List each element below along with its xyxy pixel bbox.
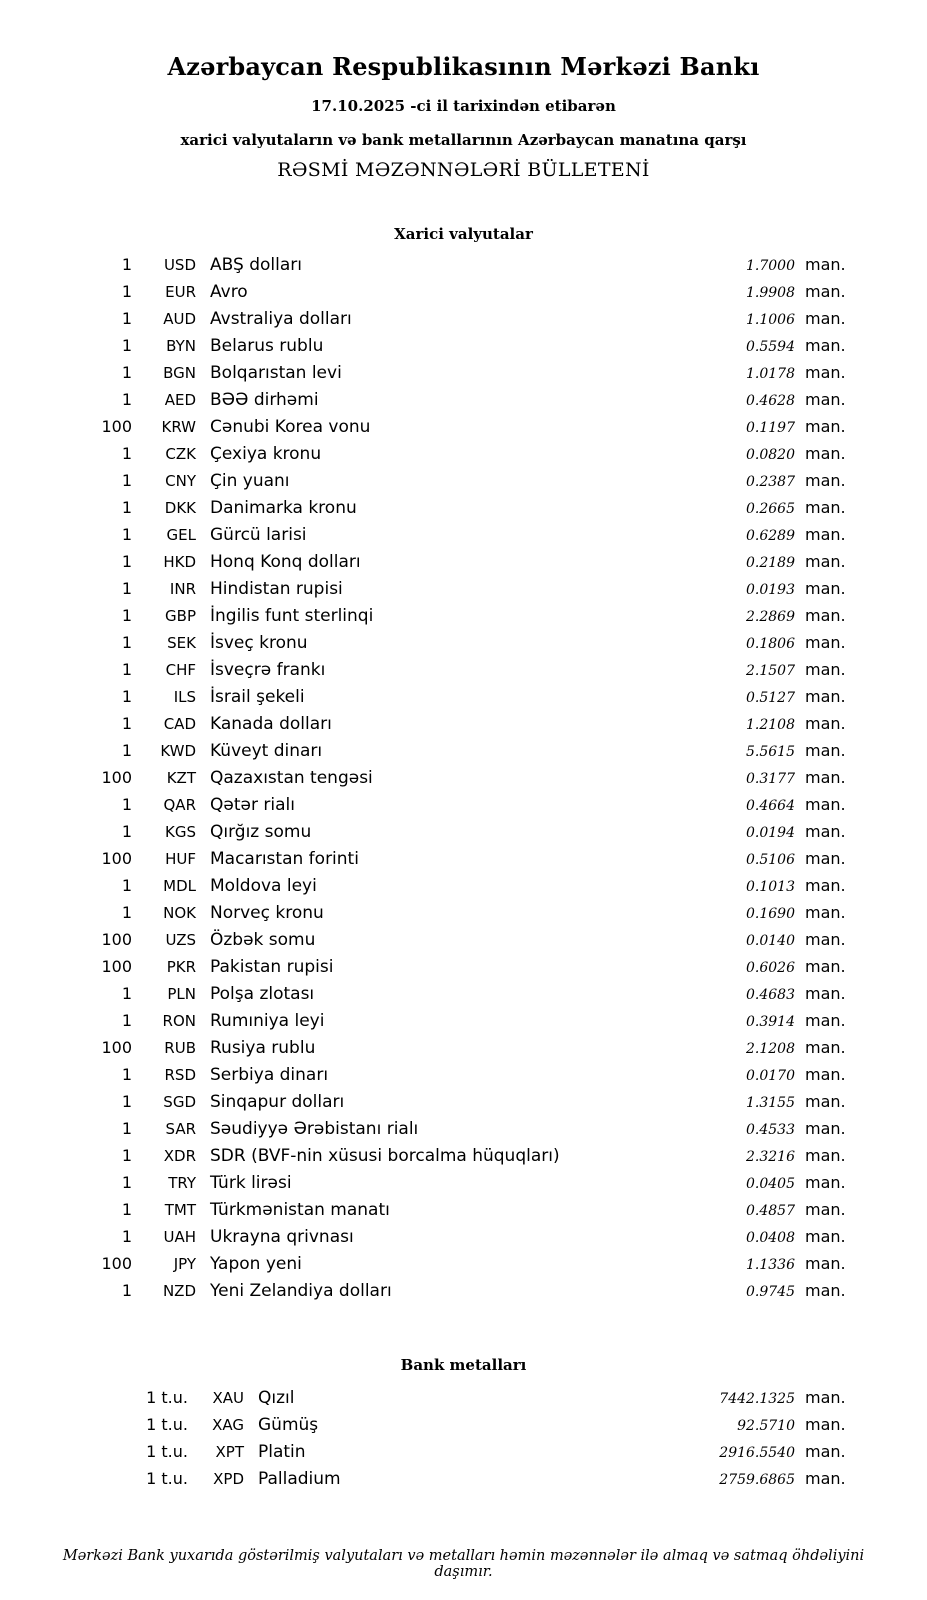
rate-amount: 1	[121, 1281, 132, 1300]
currency-code: GEL	[166, 526, 196, 544]
currency-name: Platin	[258, 1442, 306, 1462]
rate-value: 0.5127	[746, 690, 795, 706]
currency-code: MDL	[163, 877, 196, 895]
table-row	[60, 525, 867, 552]
table-row	[60, 363, 867, 390]
rate-unit: man.	[805, 363, 846, 382]
rate-amount: 1	[121, 687, 132, 706]
rate-unit: man.	[805, 1469, 846, 1488]
currency-name: İngilis funt sterlinqi	[210, 606, 374, 626]
rate-amount: 1 t.u.	[146, 1442, 188, 1461]
currency-code: PKR	[166, 958, 196, 976]
rate-amount: 1	[121, 1065, 132, 1084]
rate-unit: man.	[805, 1119, 846, 1138]
table-row	[60, 1388, 867, 1415]
table-row	[60, 1038, 867, 1065]
rate-value: 0.1013	[746, 879, 795, 895]
rate-value: 0.0405	[746, 1176, 795, 1192]
table-row	[60, 471, 867, 498]
rate-value: 0.0408	[746, 1230, 795, 1246]
rate-unit: man.	[805, 444, 846, 463]
rate-value: 7442.1325	[719, 1391, 795, 1407]
currency-name: Avstraliya dolları	[210, 309, 352, 329]
rate-amount: 1	[121, 795, 132, 814]
currency-name: Yeni Zelandiya dolları	[210, 1281, 392, 1301]
currency-code: DKK	[164, 499, 196, 517]
rate-unit: man.	[805, 1281, 846, 1300]
rate-amount: 1	[121, 714, 132, 733]
rate-unit: man.	[805, 309, 846, 328]
table-row	[60, 1200, 867, 1227]
currency-code: NZD	[162, 1282, 196, 1300]
table-row	[60, 1227, 867, 1254]
rate-unit: man.	[805, 1092, 846, 1111]
currency-code: PLN	[167, 985, 196, 1003]
currency-name: Norveç kronu	[210, 903, 324, 923]
rate-unit: man.	[805, 1227, 846, 1246]
table-row	[60, 957, 867, 984]
table-row	[60, 1065, 867, 1092]
rate-amount: 100	[101, 957, 132, 976]
rate-value: 0.4628	[746, 393, 795, 409]
table-row	[60, 1281, 867, 1308]
currency-name: Macarıstan forinti	[210, 849, 359, 869]
rate-value: 1.9908	[746, 285, 795, 301]
table-row	[60, 444, 867, 471]
table-row	[60, 1254, 867, 1281]
rate-unit: man.	[805, 984, 846, 1003]
table-row	[60, 552, 867, 579]
rate-unit: man.	[805, 1038, 846, 1057]
currency-code: UZS	[165, 931, 196, 949]
currency-code: TMT	[164, 1201, 196, 1219]
currency-code: HUF	[165, 850, 196, 868]
currency-code: AED	[164, 391, 196, 409]
table-row	[60, 309, 867, 336]
table-row	[60, 255, 867, 282]
currency-code: ILS	[173, 688, 196, 706]
rate-value: 0.1806	[746, 636, 795, 652]
rate-value: 0.3177	[746, 771, 795, 787]
table-row	[60, 282, 867, 309]
rate-value: 2.1208	[746, 1041, 795, 1057]
rate-value: 92.5710	[737, 1418, 795, 1434]
currency-code: SGD	[163, 1093, 196, 1111]
rate-amount: 100	[101, 417, 132, 436]
currency-code: INR	[169, 580, 196, 598]
currency-code: USD	[163, 256, 196, 274]
currency-name: Danimarka kronu	[210, 498, 357, 518]
rate-value: 0.0170	[746, 1068, 795, 1084]
rate-value: 1.0178	[746, 366, 795, 382]
currency-name: SDR (BVF-nin xüsusi borcalma hüquqları)	[210, 1146, 560, 1166]
rate-unit: man.	[805, 1442, 846, 1461]
rate-value: 0.0820	[746, 447, 795, 463]
rate-unit: man.	[805, 282, 846, 301]
currency-name: Rumıniya leyi	[210, 1011, 325, 1031]
currency-name: Qazaxıstan tengəsi	[210, 768, 373, 788]
currency-name: Honq Konq dolları	[210, 552, 361, 572]
rate-unit: man.	[805, 822, 846, 841]
rate-amount: 1	[121, 471, 132, 490]
rate-value: 0.9745	[746, 1284, 795, 1300]
rate-amount: 1	[121, 633, 132, 652]
document-header	[60, 52, 867, 181]
table-row	[60, 1442, 867, 1469]
currency-name: ABŞ dolları	[210, 255, 302, 275]
rate-value: 0.2665	[746, 501, 795, 517]
currency-code: XPT	[215, 1443, 244, 1461]
currency-code: UAH	[163, 1228, 196, 1246]
rate-unit: man.	[805, 1200, 846, 1219]
rate-amount: 1	[121, 660, 132, 679]
currency-name: Rusiya rublu	[210, 1038, 316, 1058]
rate-unit: man.	[805, 849, 846, 868]
currency-name: Polşa zlotası	[210, 984, 315, 1004]
currency-code: EUR	[165, 283, 196, 301]
currency-code: BGN	[163, 364, 196, 382]
rate-unit: man.	[805, 1173, 846, 1192]
rate-unit: man.	[805, 552, 846, 571]
rate-value: 2.2869	[746, 609, 795, 625]
rate-value: 1.1006	[746, 312, 795, 328]
currency-code: AUD	[163, 310, 196, 328]
rate-amount: 1	[121, 606, 132, 625]
document-subtitle: xarici valyutaların və bank metallarının Azərbaycan manatına qarşı	[180, 131, 747, 149]
rate-value: 2916.5540	[719, 1445, 795, 1461]
rate-value: 2.3216	[746, 1149, 795, 1165]
rate-value: 0.6289	[746, 528, 795, 544]
rate-amount: 100	[101, 930, 132, 949]
rate-amount: 1	[121, 1146, 132, 1165]
currency-code: RON	[162, 1012, 196, 1030]
table-row	[60, 1092, 867, 1119]
currency-code: JPY	[173, 1255, 196, 1273]
rate-amount: 1	[121, 1227, 132, 1246]
effective-date-line: 17.10.2025 -ci il tarixindən etibarən	[311, 97, 616, 115]
rate-amount: 1	[121, 876, 132, 895]
rate-amount: 1	[121, 1173, 132, 1192]
rate-amount: 1	[121, 552, 132, 571]
currency-name: Qətər rialı	[210, 795, 295, 815]
rate-amount: 100	[101, 849, 132, 868]
rate-amount: 1	[121, 903, 132, 922]
table-row	[60, 633, 867, 660]
rate-amount: 1	[121, 255, 132, 274]
rate-unit: man.	[805, 930, 846, 949]
currency-code: NOK	[163, 904, 196, 922]
currency-name: İsrail şekeli	[210, 687, 305, 707]
table-row	[60, 849, 867, 876]
currency-name: Avro	[210, 282, 248, 302]
rate-unit: man.	[805, 498, 846, 517]
rate-amount: 100	[101, 1038, 132, 1057]
rate-amount: 1	[121, 444, 132, 463]
rate-value: 0.1690	[746, 906, 795, 922]
rate-amount: 1 t.u.	[146, 1469, 188, 1488]
currency-code: CHF	[165, 661, 196, 679]
rate-amount: 1	[121, 1119, 132, 1138]
currency-code: KRW	[161, 418, 196, 436]
rate-amount: 1 t.u.	[146, 1388, 188, 1407]
currency-code: HKD	[163, 553, 196, 571]
metal-rates-table	[60, 1388, 867, 1496]
table-row	[60, 687, 867, 714]
currency-name: Türk lirəsi	[210, 1173, 292, 1193]
currency-code: RUB	[164, 1039, 196, 1057]
rate-value: 0.4664	[746, 798, 795, 814]
currency-name: BƏƏ dirhəmi	[210, 390, 319, 410]
currency-code: QAR	[163, 796, 196, 814]
currency-name: Ukrayna qrivnası	[210, 1227, 354, 1247]
rate-unit: man.	[805, 1254, 846, 1273]
currency-name: Sinqapur dolları	[210, 1092, 345, 1112]
bank-title: Azərbaycan Respublikasının Mərkəzi Bankı	[167, 52, 760, 81]
currency-name: İsveçrə frankı	[210, 660, 326, 680]
rate-amount: 1	[121, 309, 132, 328]
rate-amount: 1	[121, 579, 132, 598]
table-row	[60, 930, 867, 957]
rate-amount: 100	[101, 1254, 132, 1273]
currency-code: BYN	[166, 337, 196, 355]
rate-amount: 1	[121, 363, 132, 382]
rate-amount: 1	[121, 1200, 132, 1219]
currency-name: Serbiya dinarı	[210, 1065, 329, 1085]
currency-name: Səudiyyə Ərəbistanı rialı	[210, 1119, 419, 1139]
rate-amount: 1	[121, 984, 132, 1003]
rate-unit: man.	[805, 255, 846, 274]
rate-value: 1.1336	[746, 1257, 795, 1273]
currency-name: Qırğız somu	[210, 822, 312, 842]
rate-unit: man.	[805, 606, 846, 625]
table-row	[60, 336, 867, 363]
rate-unit: man.	[805, 1065, 846, 1084]
rate-unit: man.	[805, 876, 846, 895]
currency-code: XAU	[212, 1389, 244, 1407]
rate-value: 0.2387	[746, 474, 795, 490]
rate-unit: man.	[805, 390, 846, 409]
rate-amount: 1	[121, 390, 132, 409]
currency-name: İsveç kronu	[210, 633, 308, 653]
rate-unit: man.	[805, 1388, 846, 1407]
currency-name: Cənubi Korea vonu	[210, 417, 371, 437]
table-row	[60, 768, 867, 795]
table-row	[60, 984, 867, 1011]
rate-unit: man.	[805, 903, 846, 922]
currency-code: GBP	[165, 607, 196, 625]
rate-value: 0.5106	[746, 852, 795, 868]
table-row	[60, 795, 867, 822]
currency-code: CNY	[165, 472, 196, 490]
rate-unit: man.	[805, 768, 846, 787]
rate-unit: man.	[805, 417, 846, 436]
table-row	[60, 417, 867, 444]
currency-code: KGS	[165, 823, 196, 841]
table-row	[60, 822, 867, 849]
currency-code: RSD	[164, 1066, 196, 1084]
rate-amount: 1	[121, 498, 132, 517]
bulletin-heading: RƏSMİ MƏZƏNNƏLƏRİ BÜLLETENİ	[277, 159, 650, 181]
currency-code: KWD	[160, 742, 196, 760]
table-row	[60, 390, 867, 417]
rate-unit: man.	[805, 660, 846, 679]
footer-note: Mərkəzi Bank yuxarıda göstərilmiş valyutaları və metalları həmin məzənnələr ilə almaq və satmaq öhdəliyini daşımır.	[62, 1548, 865, 1580]
table-row	[60, 498, 867, 525]
table-row	[60, 660, 867, 687]
rate-unit: man.	[805, 471, 846, 490]
currency-name: Qızıl	[258, 1388, 295, 1408]
rate-unit: man.	[805, 579, 846, 598]
rate-amount: 1	[121, 1011, 132, 1030]
rate-amount: 1	[121, 336, 132, 355]
rate-value: 0.0140	[746, 933, 795, 949]
rate-value: 2.1507	[746, 663, 795, 679]
rate-amount: 1	[121, 741, 132, 760]
currency-name: Pakistan rupisi	[210, 957, 334, 977]
rate-value: 0.4533	[746, 1122, 795, 1138]
table-row	[60, 741, 867, 768]
section-title-currencies: Xarici valyutalar	[394, 225, 533, 243]
table-row	[60, 1011, 867, 1038]
rate-unit: man.	[805, 687, 846, 706]
rate-value: 5.5615	[746, 744, 795, 760]
rate-unit: man.	[805, 795, 846, 814]
table-row	[60, 606, 867, 633]
rate-unit: man.	[805, 336, 846, 355]
currency-name: Hindistan rupisi	[210, 579, 343, 599]
currency-name: Küveyt dinarı	[210, 741, 323, 761]
currency-code: SAR	[165, 1120, 196, 1138]
rate-amount: 100	[101, 768, 132, 787]
rate-unit: man.	[805, 741, 846, 760]
rate-value: 2759.6865	[719, 1472, 795, 1488]
rate-amount: 1	[121, 525, 132, 544]
table-row	[60, 1119, 867, 1146]
currency-name: Bolqarıstan levi	[210, 363, 342, 383]
currency-rates-table	[60, 255, 867, 1308]
table-row	[60, 876, 867, 903]
rate-value: 0.0193	[746, 582, 795, 598]
table-row	[60, 1469, 867, 1496]
rate-value: 1.7000	[746, 258, 795, 274]
currency-name: Gürcü larisi	[210, 525, 307, 545]
rate-unit: man.	[805, 1146, 846, 1165]
rate-unit: man.	[805, 957, 846, 976]
table-row	[60, 1173, 867, 1200]
currency-code: XDR	[163, 1147, 196, 1165]
rate-value: 0.3914	[746, 1014, 795, 1030]
rate-unit: man.	[805, 1011, 846, 1030]
table-row	[60, 1146, 867, 1173]
currency-name: Belarus rublu	[210, 336, 324, 356]
currency-name: Yapon yeni	[210, 1254, 302, 1274]
currency-name: Özbək somu	[210, 930, 316, 950]
currency-name: Çin yuanı	[210, 471, 290, 491]
rate-amount: 1	[121, 822, 132, 841]
rate-unit: man.	[805, 1415, 846, 1434]
section-title-metals: Bank metalları	[400, 1356, 527, 1374]
rate-amount: 1	[121, 1092, 132, 1111]
currency-name: Çexiya kronu	[210, 444, 322, 464]
table-row	[60, 579, 867, 606]
rate-unit: man.	[805, 714, 846, 733]
rate-value: 0.4857	[746, 1203, 795, 1219]
currency-code: CAD	[163, 715, 196, 733]
currency-name: Türkmənistan manatı	[210, 1200, 390, 1220]
table-row	[60, 714, 867, 741]
currency-code: KZT	[166, 769, 196, 787]
table-row	[60, 903, 867, 930]
rate-value: 0.4683	[746, 987, 795, 1003]
currency-name: Palladium	[258, 1469, 341, 1489]
rate-value: 0.5594	[746, 339, 795, 355]
table-row	[60, 1415, 867, 1442]
rate-value: 0.0194	[746, 825, 795, 841]
currency-name: Gümüş	[258, 1415, 319, 1435]
currency-name: Moldova leyi	[210, 876, 317, 896]
rate-value: 1.2108	[746, 717, 795, 733]
currency-code: XAG	[212, 1416, 244, 1434]
currency-code: TRY	[168, 1174, 196, 1192]
currency-code: XPD	[213, 1470, 244, 1488]
rate-value: 0.1197	[746, 420, 795, 436]
rate-value: 0.6026	[746, 960, 795, 976]
currency-code: SEK	[167, 634, 196, 652]
rate-value: 1.3155	[746, 1095, 795, 1111]
rate-value: 0.2189	[746, 555, 795, 571]
rate-unit: man.	[805, 633, 846, 652]
rate-unit: man.	[805, 525, 846, 544]
currency-name: Kanada dolları	[210, 714, 332, 734]
rate-amount: 1	[121, 282, 132, 301]
currency-code: CZK	[165, 445, 196, 463]
rate-amount: 1 t.u.	[146, 1415, 188, 1434]
